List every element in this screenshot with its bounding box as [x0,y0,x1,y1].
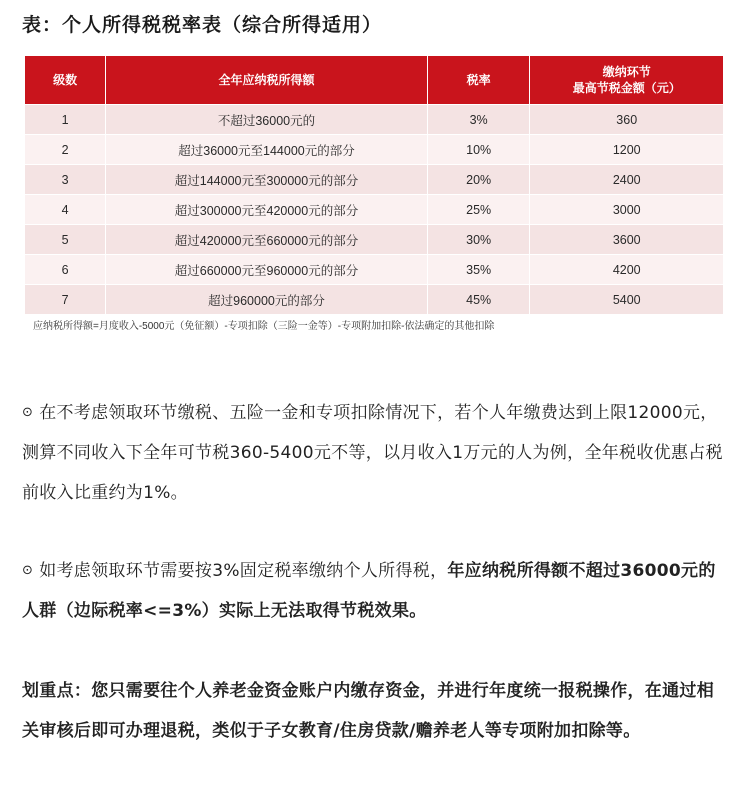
cell-income: 超过144000元至300000元的部分 [106,164,428,194]
cell-income: 超过660000元至960000元的部分 [106,254,428,284]
paragraph-key-point: 划重点：您只需要往个人养老金资金账户内缴存资金，并进行年度统一报税操作，在通过相关审核后即可办理退税，类似于子女教育/住房贷款/赡养老人等专项附加扣除等。 [22,681,714,741]
cell-max: 5400 [530,284,723,314]
paragraph-text: 在不考虑领取环节缴税、五险一金和专项扣除情况下，若个人年缴费达到上限12000元，测算不同收入下全年可节税360-5400元不等，以月收入1万元的人为例，全年税收优惠占税前收入比重约为1%。 [22,403,723,503]
cell-max: 3600 [530,224,723,254]
cell-level: 4 [25,194,106,224]
header-max-line2: 最高节税金额（元） [572,81,681,95]
table-row [25,224,723,254]
cell-level: 1 [25,104,106,134]
header-income: 全年应纳税所得额 [106,56,428,104]
cell-level: 3 [25,164,106,194]
header-max-line1: 缴纳环节 [602,65,651,79]
paragraph-text: 如考虑领取环节需要按3%固定税率缴纳个人所得税， [39,561,448,581]
cell-rate: 20% [428,164,531,194]
cell-income: 超过300000元至420000元的部分 [106,194,428,224]
bullet-icon: ⊙ [22,563,34,578]
cell-rate: 35% [428,254,531,284]
cell-income: 超过420000元至660000元的部分 [106,224,428,254]
header-rate: 税率 [428,56,531,104]
table-row [25,164,723,194]
cell-income: 超过36000元至144000元的部分 [106,134,428,164]
table-row [25,284,723,314]
cell-level: 7 [25,284,106,314]
cell-rate: 30% [428,224,531,254]
cell-rate: 3% [428,104,531,134]
paragraph-emphasis: 年应纳税所得额不超过36000元的人群（边际税率<=3%）实际上无法取得节税效果。 [22,561,716,621]
cell-max: 3000 [530,194,723,224]
table-row [25,134,723,164]
cell-level: 2 [25,134,106,164]
header-max-saving [530,56,723,104]
tax-rate-table-container [25,56,723,314]
cell-income: 超过960000元的部分 [106,284,428,314]
paragraph-savings-estimate [22,393,727,513]
table-footnote: 应纳税所得额=月度收入-5000元（免征额）-专项扣除（三险一金等）-专项附加扣除-依法确定的其他扣除 [33,321,495,332]
cell-level: 6 [25,254,106,284]
cell-max: 360 [530,104,723,134]
cell-rate: 25% [428,194,531,224]
table-row [25,104,723,134]
table-row [25,254,723,284]
cell-max: 2400 [530,164,723,194]
bullet-icon: ⊙ [22,405,34,420]
cell-max: 1200 [530,134,723,164]
cell-income: 不超过36000元的 [106,104,428,134]
header-level: 级数 [25,56,106,104]
tax-rate-table [25,56,723,314]
table-row [25,194,723,224]
cell-rate: 45% [428,284,531,314]
cell-level: 5 [25,224,106,254]
cell-rate: 10% [428,134,531,164]
paragraph-withdrawal-tax [22,551,727,631]
table-header-row [25,56,723,104]
cell-max: 4200 [530,254,723,284]
table-title: 表：个人所得税税率表（综合所得适用） [22,14,383,36]
